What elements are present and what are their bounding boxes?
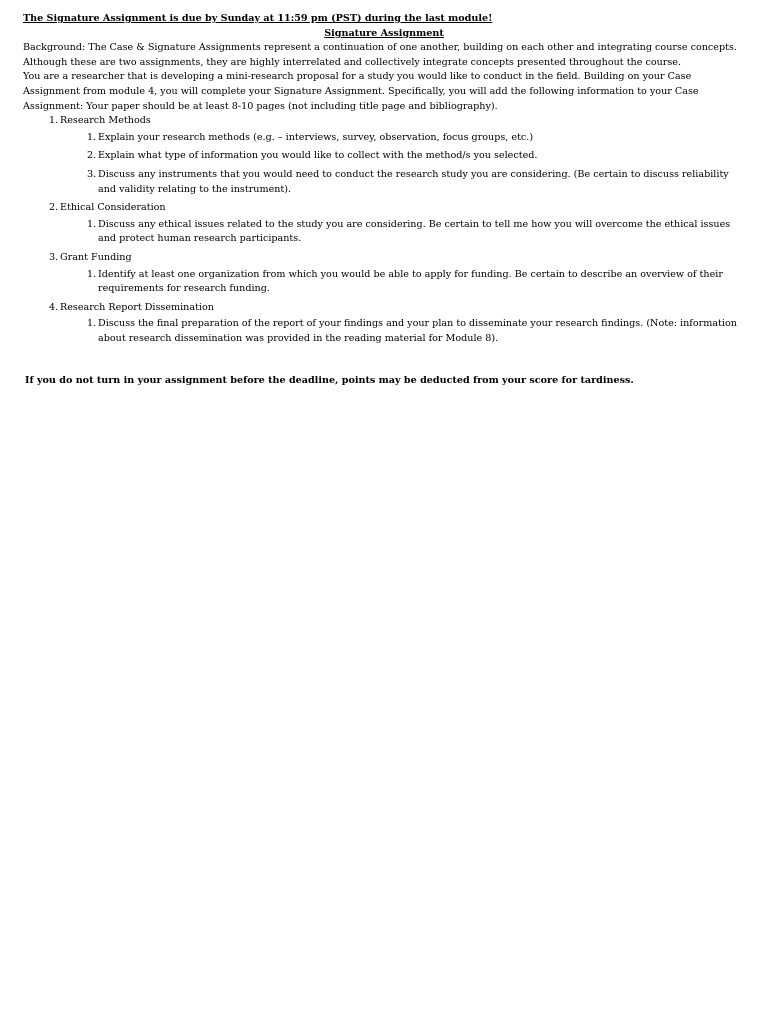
list-item xyxy=(60,317,745,346)
subitem-list xyxy=(60,218,745,247)
late-penalty-warning: If you do not turn in your assignment before the deadline, points may be deducted from your score for tardiness. xyxy=(25,375,634,387)
section-title: Grant Funding xyxy=(60,251,132,263)
section-ethical-consideration xyxy=(23,201,745,247)
subitem-list xyxy=(60,268,745,297)
section-number: 2. xyxy=(49,202,59,214)
section-grant-funding xyxy=(23,251,745,297)
list-item xyxy=(60,149,745,164)
item-number: 3. xyxy=(87,168,97,180)
document-title: Signature Assignment xyxy=(324,27,444,39)
section-title: Ethical Consideration xyxy=(60,202,166,214)
section-title: Research Methods xyxy=(60,115,151,127)
list-item xyxy=(60,218,745,247)
document-page xyxy=(23,12,745,389)
background-paragraph: Background: The Case & Signature Assignments represent a continuation of one another, building on each other and integrating course concepts. Although these are two assignments, they are highly interrelated and collectively integrate concepts presented throughout the course. xyxy=(23,42,737,68)
item-text: Identify at least one organization from which you would be able to apply for funding. Be certain to describe an overview of their requirements for research funding. xyxy=(98,268,723,295)
item-number: 2. xyxy=(87,150,97,162)
item-text: Discuss any ethical issues related to the study you are considering. Be certain to tell me how you will overcome the ethical issues and protect human research participants. xyxy=(98,218,731,245)
instructions-paragraph: You are a researcher that is developing a mini-research proposal for a study you would like to conduct in the field. Building on your Case Assignment from module 4, you will complete your Signature Assignment. Specifically, you will add the following information to your Case Assignment: Your paper should be at least 8-10 pages (not including title page and bibliography). xyxy=(23,71,699,112)
section-research-report-dissemination xyxy=(23,301,745,347)
item-text: Explain your research methods (e.g. – interviews, survey, observation, focus groups, etc.) xyxy=(98,131,534,143)
item-text: Discuss any instruments that you would need to conduct the research study you are considering. (Be certain to discuss reliability and validity relating to the instrument). xyxy=(98,168,729,195)
section-number: 1. xyxy=(49,115,59,127)
section-number: 4. xyxy=(49,301,59,313)
requirements-list xyxy=(23,114,745,346)
subitem-list xyxy=(60,317,745,346)
item-number: 1. xyxy=(87,218,97,230)
item-number: 1. xyxy=(87,318,97,330)
section-title: Research Report Dissemination xyxy=(60,301,214,313)
subitem-list xyxy=(60,131,745,197)
section-research-methods xyxy=(23,114,745,197)
list-item xyxy=(60,131,745,146)
item-number: 1. xyxy=(87,268,97,280)
list-item xyxy=(60,268,745,297)
section-number: 3. xyxy=(49,251,59,263)
item-number: 1. xyxy=(87,131,97,143)
list-item xyxy=(60,168,745,197)
item-text: Explain what type of information you would like to collect with the method/s you selected. xyxy=(98,150,538,162)
due-date-notice: The Signature Assignment is due by Sunday at 11:59 pm (PST) during the last module! xyxy=(23,13,493,24)
item-text: Discuss the final preparation of the report of your findings and your plan to disseminate your research findings. (Note: information about research dissemination was provided in the reading material for Module 8). xyxy=(98,318,737,344)
